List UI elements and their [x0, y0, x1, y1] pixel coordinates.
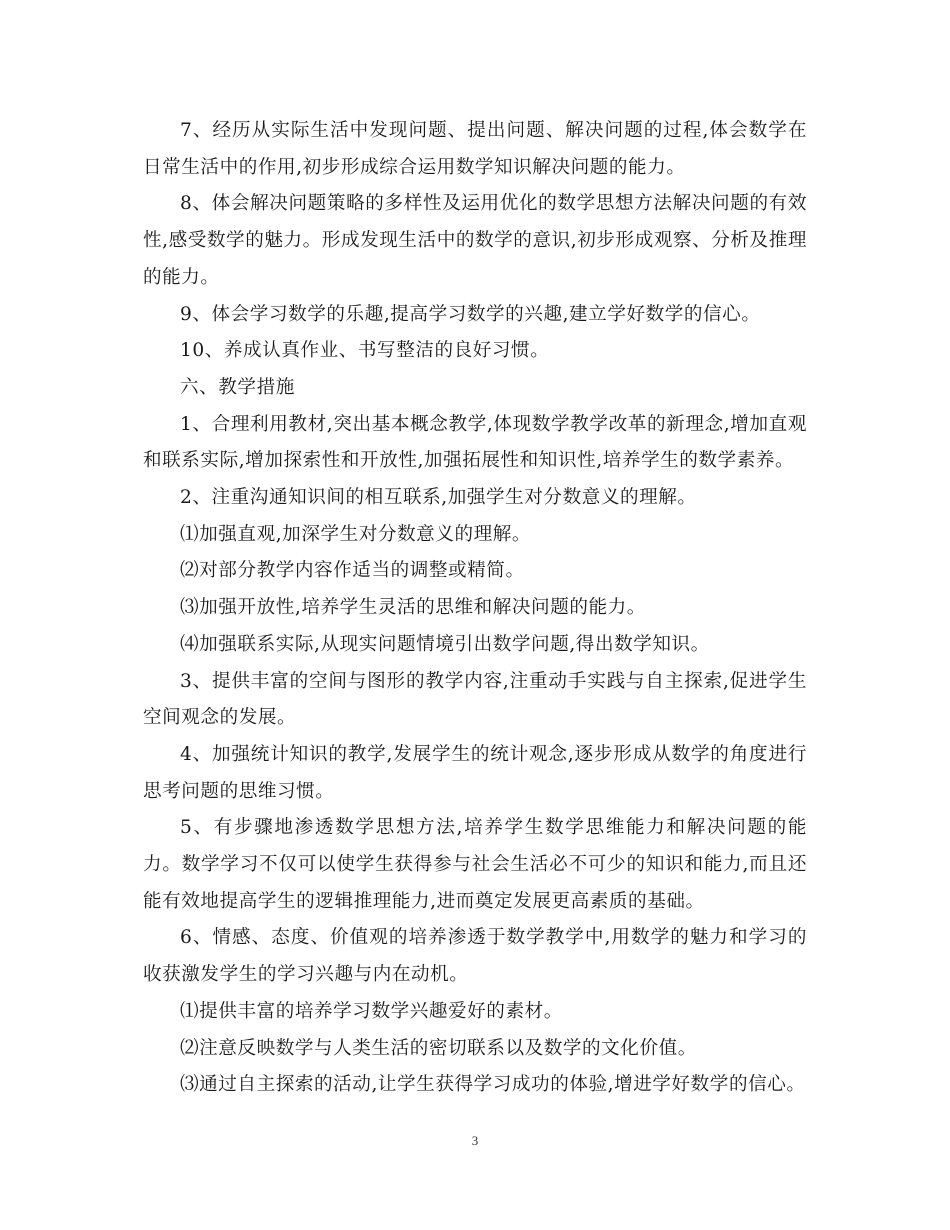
paragraph-measure-2: 2、注重沟通知识间的相互联系,加强学生对分数意义的理解。 [180, 487, 697, 509]
paragraph-measure-1: 1、合理利用教材,突出基本概念教学,体现数学教学改革的新理念,增加直观和联系实际,增加探索性和开放性,加强拓展性和知识性,培养学生的数学素养。 [143, 413, 807, 472]
sub-item-measure-2-3: ⑶加强开放性,培养学生灵活的思维和解决问题的能力。 [180, 597, 646, 619]
paragraph-measure-5: 5、有步骤地渗透数学思想方法,培养学生数学思维能力和解决问题的能力。数学学习不仅可以使学生获得参与社会生活必不可少的知识和能力,而且还能有效地提高学生的逻辑推理能力,进而奠定发展更高素质的基础。 [143, 817, 807, 912]
sub-item-measure-2-1: ⑴加强直观,加深学生对分数意义的理解。 [180, 523, 532, 545]
sub-item-measure-6-1: ⑴提供丰富的培养学习数学兴趣爱好的素材。 [180, 1000, 563, 1022]
page-number: 3 [471, 1133, 479, 1148]
sub-item-measure-6-3: ⑶通过自主探索的活动,让学生获得学习成功的体验,增进学好数学的信心。 [180, 1074, 806, 1096]
document-body [143, 113, 807, 1104]
section-heading-teaching-measures: 六、教学措施 [180, 376, 295, 398]
paragraph-measure-3: 3、提供丰富的空间与图形的教学内容,注重动手实践与自主探索,促进学生空间观念的发展。 [143, 670, 807, 729]
paragraph-goal-10: 10、养成认真作业、书写整洁的良好习惯。 [180, 340, 550, 362]
paragraph-measure-4: 4、加强统计知识的教学,发展学生的统计观念,逐步形成从数学的角度进行思考问题的思维习惯。 [143, 743, 807, 802]
paragraph-goal-8: 8、体会解决问题策略的多样性及运用优化的数学思想方法解决问题的有效性,感受数学的魅力。形成发现生活中的数学的意识,初步形成观察、分析及推理的能力。 [143, 193, 807, 288]
sub-item-measure-6-2: ⑵注意反映数学与人类生活的密切联系以及数学的文化价值。 [180, 1037, 697, 1059]
sub-item-measure-2-2: ⑵对部分教学内容作适当的调整或精简。 [180, 560, 525, 582]
paragraph-goal-7: 7、经历从实际生活中发现问题、提出问题、解决问题的过程,体会数学在日常生活中的作用,初步形成综合运用数学知识解决问题的能力。 [143, 120, 807, 178]
sub-item-measure-2-4: ⑷加强联系实际,从现实问题情境引出数学问题,得出数学知识。 [180, 633, 710, 655]
paragraph-goal-9: 9、体会学习数学的乐趣,提高学习数学的兴趣,建立学好数学的信心。 [180, 303, 761, 325]
paragraph-measure-6: 6、情感、态度、价值观的培养渗透于数学教学中,用数学的魅力和学习的收获激发学生的学习兴趣与内在动机。 [143, 927, 807, 986]
